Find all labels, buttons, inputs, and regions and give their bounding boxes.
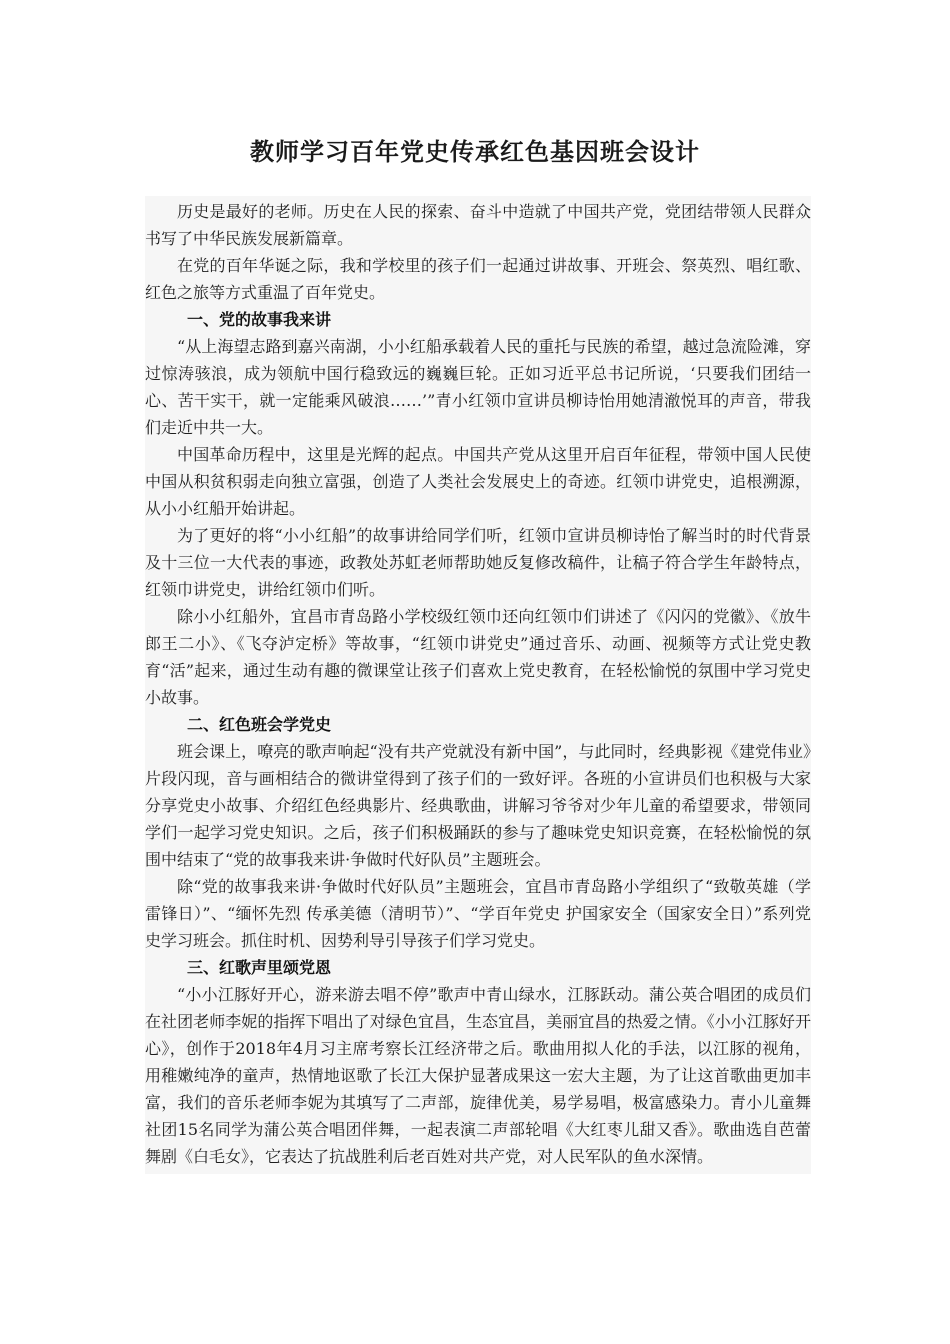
section-heading: 三、红歌声里颂党恩 xyxy=(187,958,332,977)
paragraph: 为了更好的将“小小红船”的故事讲给同学们听，红领巾宣讲员柳诗怡了解当时的时代背景及十三位一大代表的事迹，政教处苏虹老师帮助她反复修改稿件，让稿子符合学生年龄特点，红领巾讲党史，讲给红领巾们听。 xyxy=(145,526,811,599)
document-body xyxy=(145,196,811,1174)
document-title: 教师学习百年党史传承红色基因班会设计 xyxy=(250,137,700,166)
paragraph: 除小小红船外，宜昌市青岛路小学校级红领巾还向红领巾们讲述了《闪闪的党徽》、《放牛郎王二小》、《飞夺泸定桥》等故事，“红领巾讲党史”通过音乐、动画、视频等方式让党史教育“活”起来，通过生动有趣的微课堂让孩子们喜欢上党史教育，在轻松愉悦的氛围中学习党史小故事。 xyxy=(145,607,811,707)
paragraph: “小小江豚好开心，游来游去唱不停”歌声中青山绿水，江豚跃动。蒲公英合唱团的成员们在社团老师李妮的指挥下唱出了对绿色宜昌，生态宜昌，美丽宜昌的热爱之情。《小小江豚好开心》，创作于2018年4月习主席考察长江经济带之后。歌曲用拟人化的手法，以江豚的视角，用稚嫩纯净的童声，热情地讴歌了长江大保护显著成果这一宏大主题，为了让这首歌曲更加丰富，我们的音乐老师李妮为其填写了二声部，旋律优美，易学易唱，极富感染力。青小儿童舞社团15名同学为蒲公英合唱团伴舞，一起表演二声部轮唱《大红枣儿甜又香》。歌曲选自芭蕾舞剧《白毛女》，它表达了抗战胜利后老百姓对共产党，对人民军队的鱼水深情。 xyxy=(145,985,811,1166)
paragraph: 除“党的故事我来讲·争做时代好队员”主题班会，宜昌市青岛路小学组织了“致敬英雄（学雷锋日）”、“缅怀先烈 传承美德（清明节）”、“学百年党史 护国家安全（国家安全日）”系列党史学习班会。抓住时机、因势利导引导孩子们学习党史。 xyxy=(145,877,811,950)
paragraph: 在党的百年华诞之际，我和学校里的孩子们一起通过讲故事、开班会、祭英烈、唱红歌、红色之旅等方式重温了百年党史。 xyxy=(145,256,811,302)
paragraph: 班会课上，嘹亮的歌声响起“没有共产党就没有新中国”，与此同时，经典影视《建党伟业》片段闪现，音与画相结合的微讲堂得到了孩子们的一致好评。各班的小宣讲员们也积极与大家分享党史小故事、介绍红色经典影片、经典歌曲，讲解习爷爷对少年儿童的希望要求，带领同学们一起学习党史知识。之后，孩子们积极踊跃的参与了趣味党史知识竞赛，在轻松愉悦的氛围中结束了“党的故事我来讲·争做时代好队员”主题班会。 xyxy=(145,742,811,869)
paragraph: 历史是最好的老师。历史在人民的探索、奋斗中造就了中国共产党，党团结带领人民群众书写了中华民族发展新篇章。 xyxy=(145,202,811,248)
section-heading: 二、红色班会学党史 xyxy=(187,715,332,734)
paragraph: “从上海望志路到嘉兴南湖，小小红船承载着人民的重托与民族的希望，越过急流险滩，穿过惊涛骇浪，成为领航中国行稳致远的巍巍巨轮。正如习近平总书记所说，‘只要我们团结一心、苦干实干，就一定能乘风破浪……’”青小红领巾宣讲员柳诗怡用她清澈悦耳的声音，带我们走近中共一大。 xyxy=(145,337,811,437)
paragraph: 中国革命历程中，这里是光辉的起点。中国共产党从这里开启百年征程，带领中国人民使中国从积贫积弱走向独立富强，创造了人类社会发展史上的奇迹。红领巾讲党史，追根溯源，从小小红船开始讲起。 xyxy=(145,445,811,518)
section-heading: 一、党的故事我来讲 xyxy=(187,310,332,329)
